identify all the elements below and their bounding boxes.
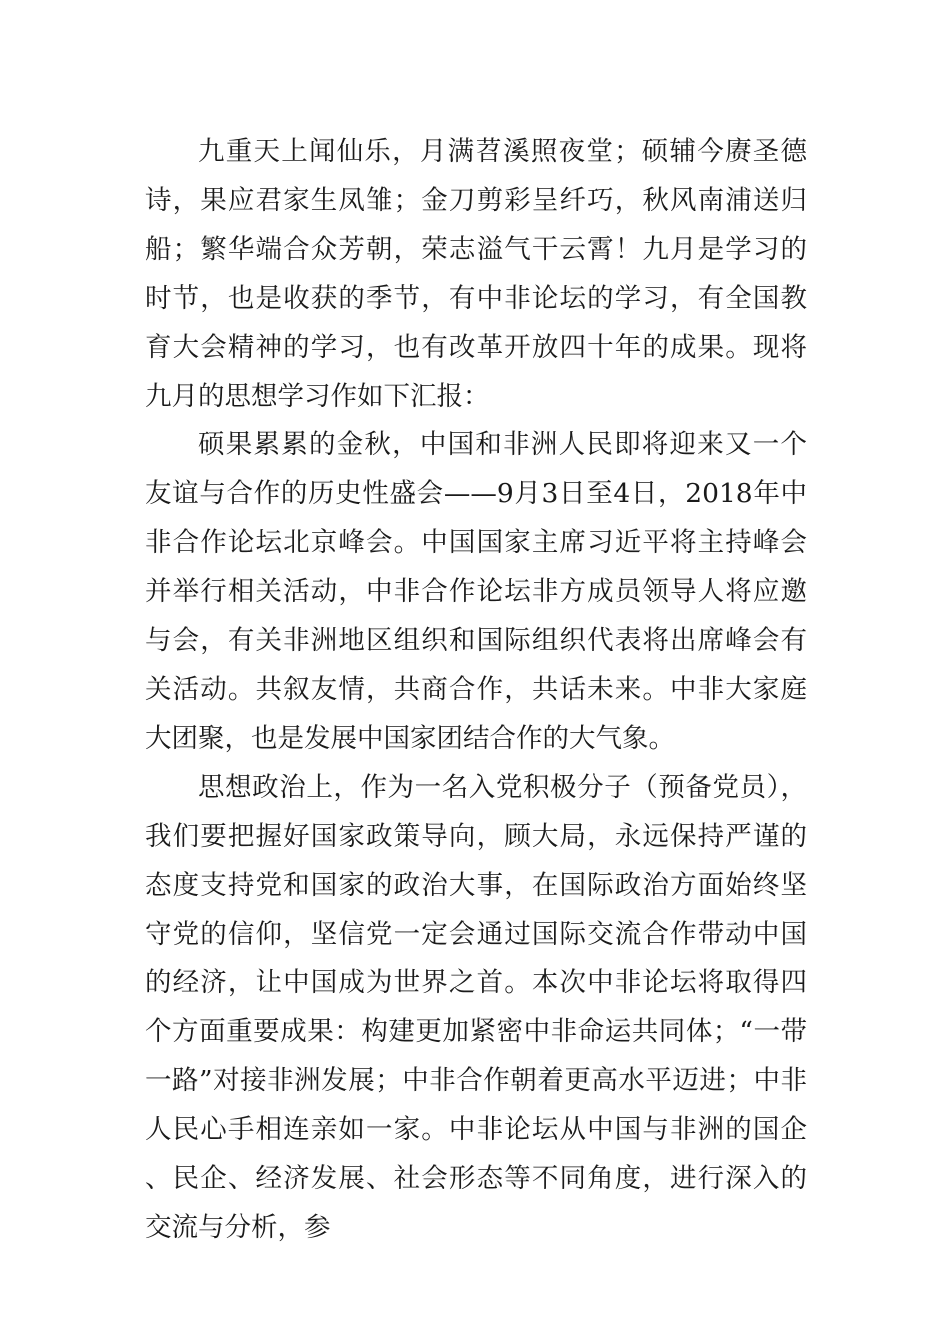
- paragraph-politics: 思想政治上，作为一名入党积极分子（预备党员），我们要把握好国家政策导向，顾大局，永远保持严谨的态度支持党和国家的政治大事，在国际政治方面始终坚守党的信仰，坚信党一定会通过国际交流合作带动中国的经济，让中国成为世界之首。本次中非论坛将取得四个方面重要成果：构建更加紧密中非命运共同体；“一带一路”对接非洲发展；中非合作朝着更高水平迈进；中非人民心手相连亲如一家。中非论坛从中国与非洲的国企、民企、经济发展、社会形态等不同角度，进行深入的交流与分析，参: [145, 771, 807, 1243]
- paragraph-intro: 九重天上闻仙乐，月满苕溪照夜堂；硕辅今赓圣德诗，果应君家生凤雏；金刀剪彩呈纤巧，秋风南浦送归船；繁华端合众芳朝，荣志溢气干云霄！九月是学习的时节，也是收获的季节，有中非论坛的学习，有全国教育大会精神的学习，也有改革开放四十年的成果。现将九月的思想学习作如下汇报：: [145, 136, 807, 412]
- paragraph-summit: 硕果累累的金秋，中国和非洲人民即将迎来又一个友谊与合作的历史性盛会——9月3日至4日，2018年中非合作论坛北京峰会。中国国家主席习近平将主持峰会并举行相关活动，中非合作论坛非方成员领导人将应邀与会，有关非洲地区组织和国际组织代表将出席峰会有关活动。共叙友情，共商合作，共话未来。中非大家庭大团聚，也是发展中国家团结合作的大气象。: [145, 429, 807, 754]
- document-body: [145, 128, 807, 1253]
